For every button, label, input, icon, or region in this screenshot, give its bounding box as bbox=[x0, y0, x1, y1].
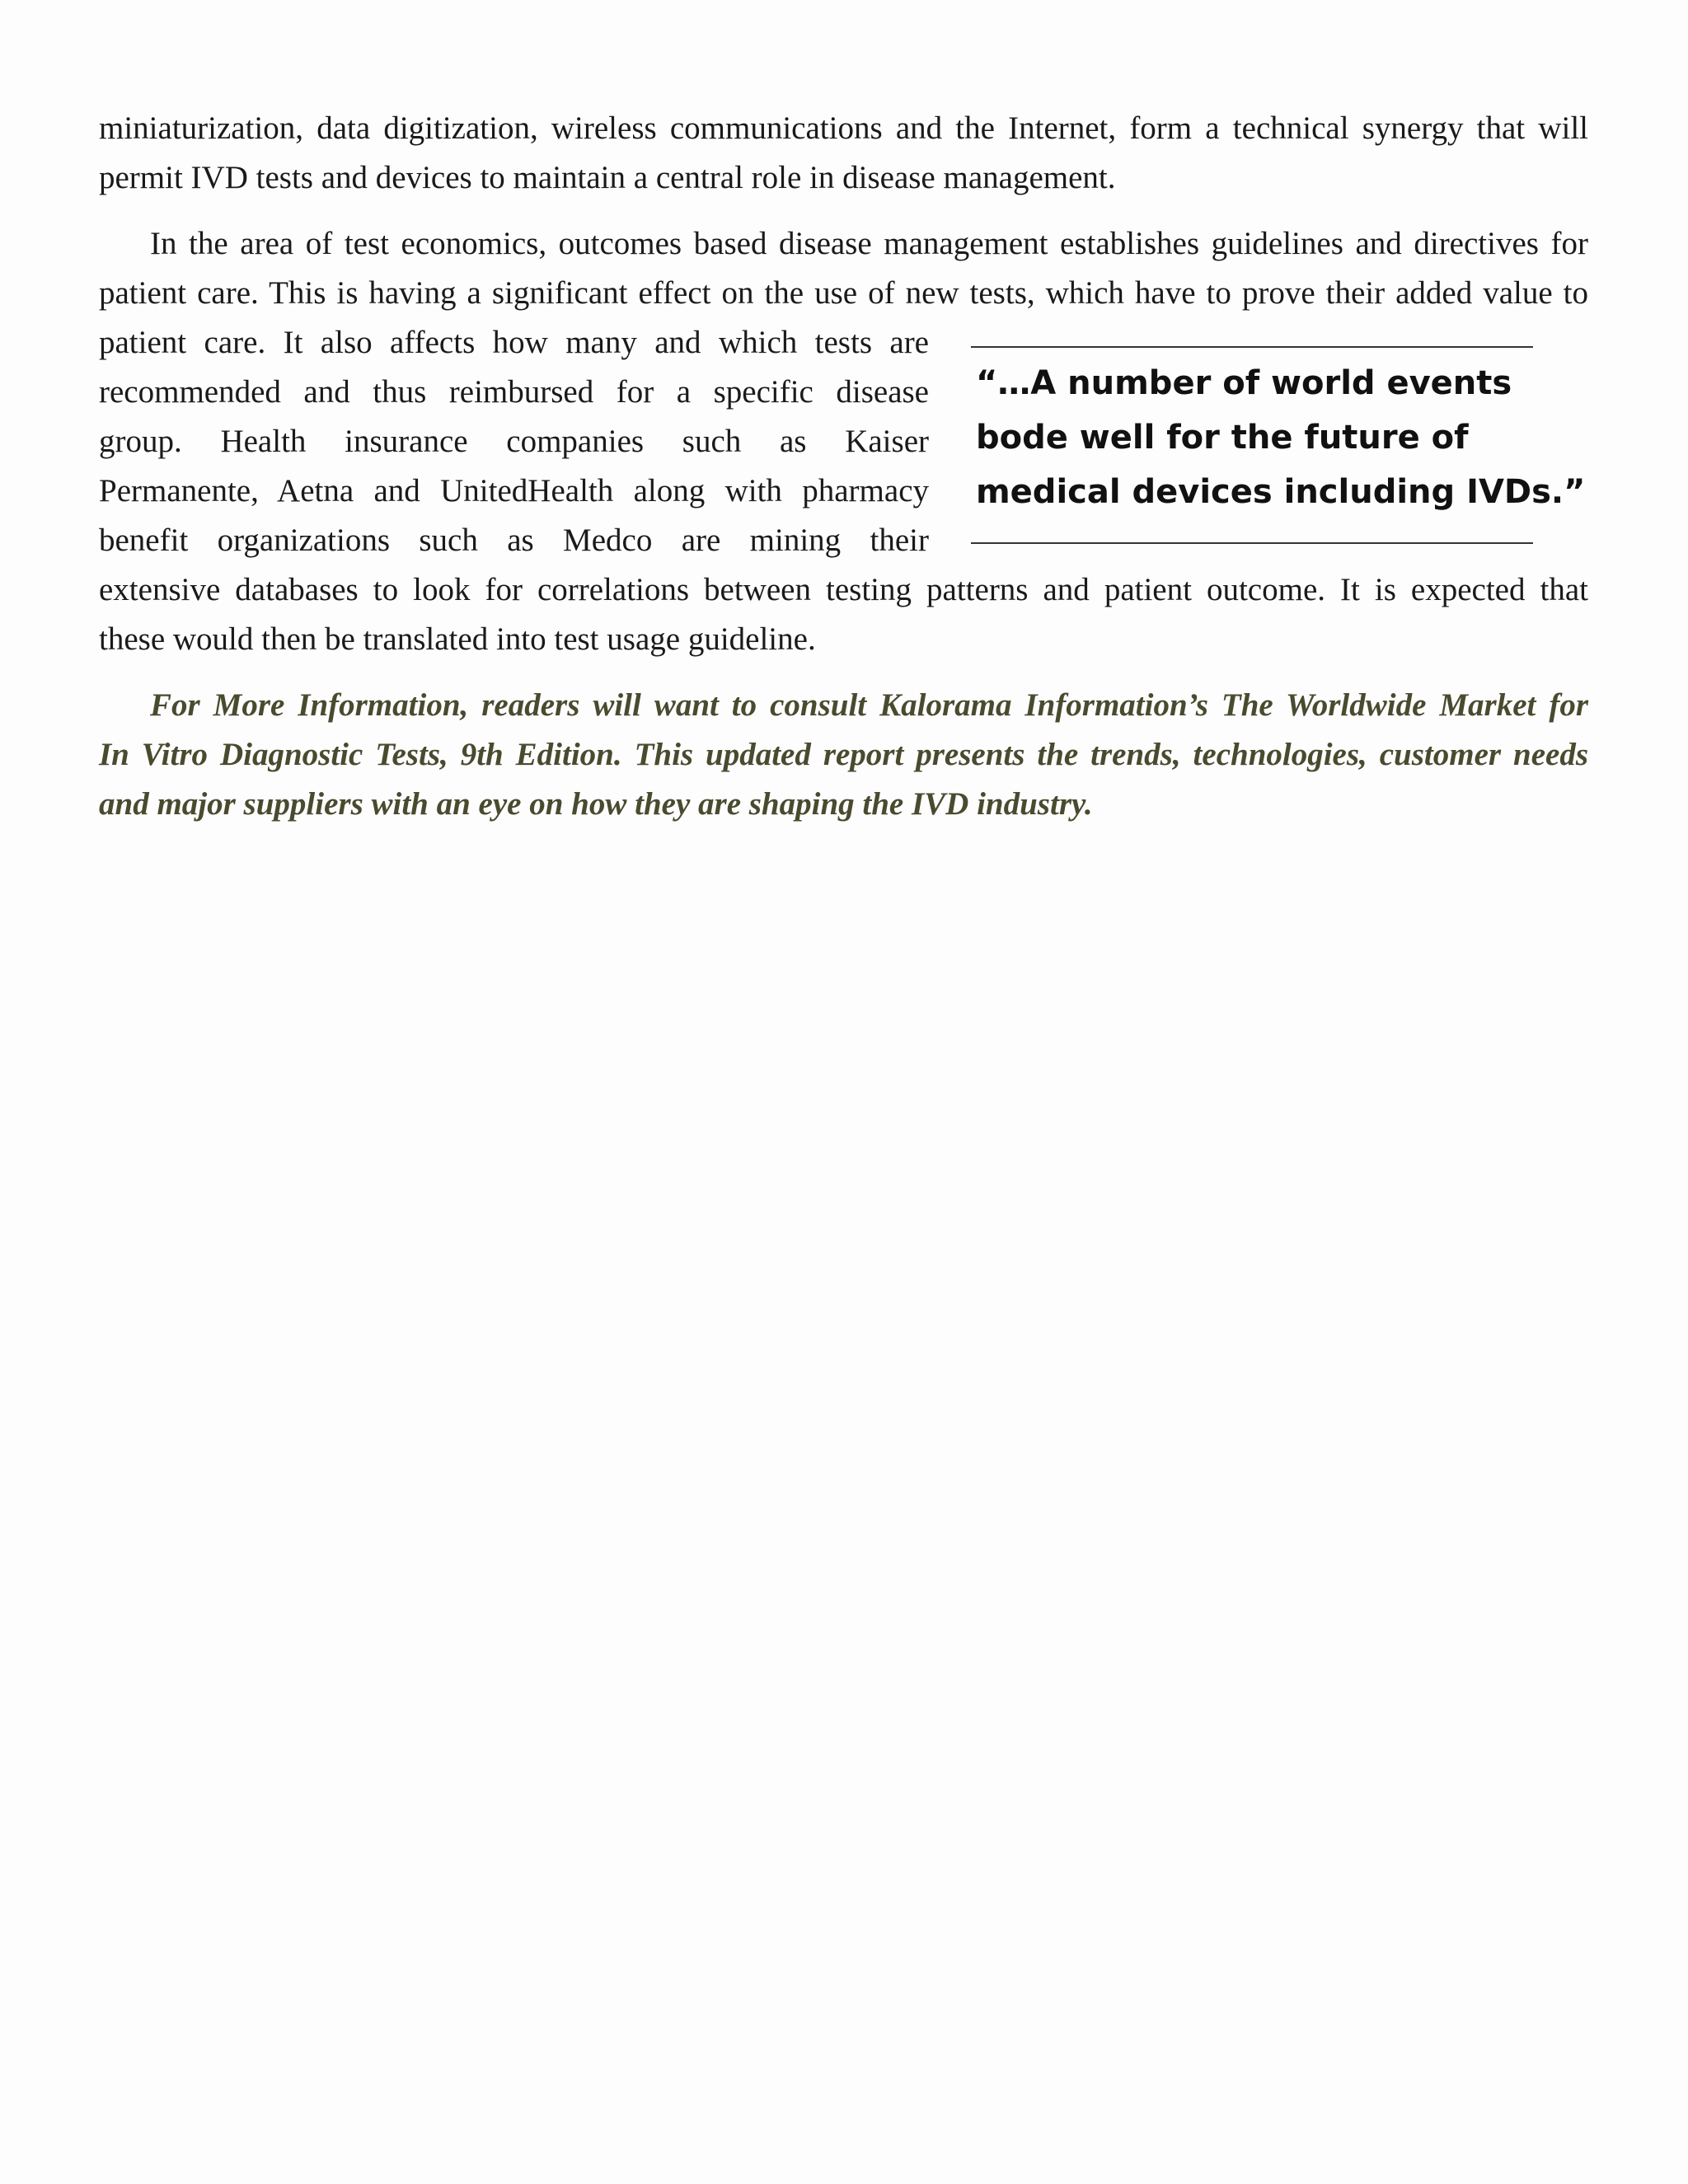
note-line: In Vitro Diagnostic Tests, 9th Edition. This updated report presents the trends, technologies, customer needs bbox=[99, 737, 1588, 772]
note-line: and major suppliers with an eye on how they are shaping the IVD industry. bbox=[99, 786, 1093, 822]
paragraph-line: patient care. It also affects how many and which tests are bbox=[99, 325, 929, 360]
pull-quote-line: bode well for the future of bbox=[976, 419, 1469, 457]
paragraph-line: extensive databases to look for correlations between testing patterns and patient outcome. It is expected that bbox=[99, 572, 1588, 607]
paragraph-line: these would then be translated into test usage guideline. bbox=[99, 621, 816, 657]
paragraph-line: group. Health insurance companies such as Kaiser bbox=[99, 424, 929, 459]
paragraph-line: miniaturization, data digitization, wireless communications and the Internet, form a technical synergy that will bbox=[99, 110, 1588, 146]
paragraph-line: Permanente, Aetna and UnitedHealth along with pharmacy bbox=[99, 473, 929, 509]
pull-quote-top-rule bbox=[971, 346, 1533, 348]
note-line: For More Information, readers will want to consult Kalorama Information’s The Worldwide Market for bbox=[150, 687, 1588, 723]
pull-quote-line: medical devices including IVDs.” bbox=[976, 473, 1586, 511]
pull-quote-bottom-rule bbox=[971, 542, 1533, 544]
paragraph-line: benefit organizations such as Medco are mining their bbox=[99, 523, 929, 558]
paragraph-line: recommended and thus reimbursed for a specific disease bbox=[99, 374, 929, 410]
paragraph-line: In the area of test economics, outcomes based disease management establishes guidelines and directives for bbox=[150, 226, 1588, 261]
pull-quote-line: “…A number of world events bbox=[976, 364, 1512, 402]
paragraph-line: patient care. This is having a significant effect on the use of new tests, which have to prove their added value to bbox=[99, 275, 1588, 311]
paragraph-line: permit IVD tests and devices to maintain a central role in disease management. bbox=[99, 160, 1116, 195]
